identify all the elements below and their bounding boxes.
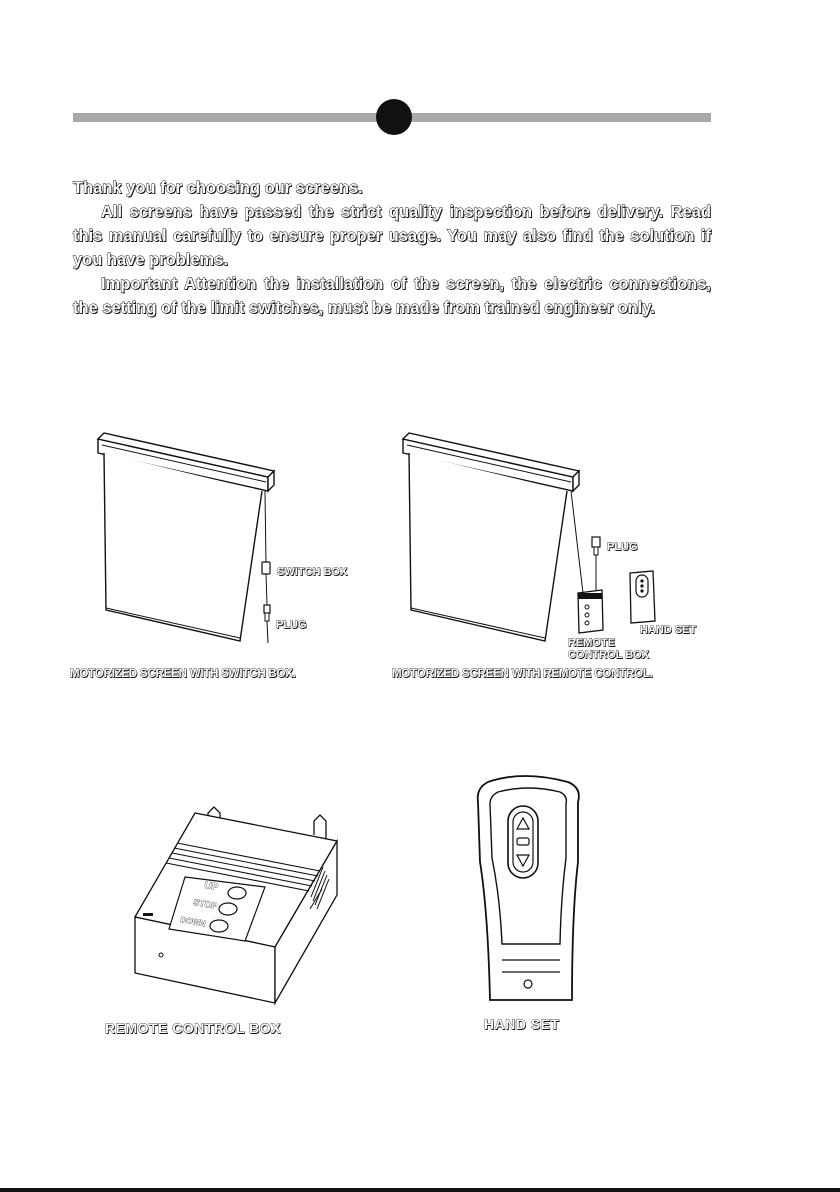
remote-control-box-illustration bbox=[125, 805, 350, 1010]
caption-hand-set: HAND SET bbox=[484, 1016, 560, 1032]
hand-set-label-small: HAND SET bbox=[640, 624, 697, 636]
screen-remote-control-illustration bbox=[395, 425, 685, 655]
page-bottom-rule bbox=[0, 1188, 840, 1192]
intro-paragraph-3: Important Attention the installation of the screen, the electric connections, the setting of the limit switches, must be made from trained engineer only. bbox=[73, 275, 711, 317]
remote-label-line1: REMOTE bbox=[568, 637, 616, 649]
caption-remote-control-box: REMOTE CONTROL BOX bbox=[105, 1020, 281, 1036]
plug-label-left: PLUG bbox=[276, 619, 307, 631]
remote-label-line2: CONTROL BOX bbox=[568, 649, 650, 661]
screen-switch-box-illustration bbox=[90, 425, 290, 655]
caption-switch-box-screen: MOTORIZED SCREEN WITH SWITCH BOX. bbox=[70, 668, 296, 680]
caption-remote-control-screen: MOTORIZED SCREEN WITH REMOTE CONTROL. bbox=[392, 668, 653, 680]
plug-label-right: PLUG bbox=[607, 541, 638, 553]
btn-stop-label: STOP bbox=[192, 897, 219, 912]
intro-paragraph-1: Thank you for choosing our screens. bbox=[73, 179, 363, 197]
switch-box-label: SWITCH BOX bbox=[277, 566, 348, 578]
intro-paragraph-2: All screens have passed the strict quality inspection before delivery. Read this manual carefully to ensure proper usage. You may also find the solution if you have problems. bbox=[73, 203, 711, 269]
btn-down-label: DOWN bbox=[179, 915, 207, 929]
intro-text bbox=[73, 176, 711, 320]
header-dot bbox=[376, 99, 412, 135]
hand-set-illustration bbox=[468, 772, 588, 1004]
btn-up-label: UP bbox=[203, 880, 220, 894]
